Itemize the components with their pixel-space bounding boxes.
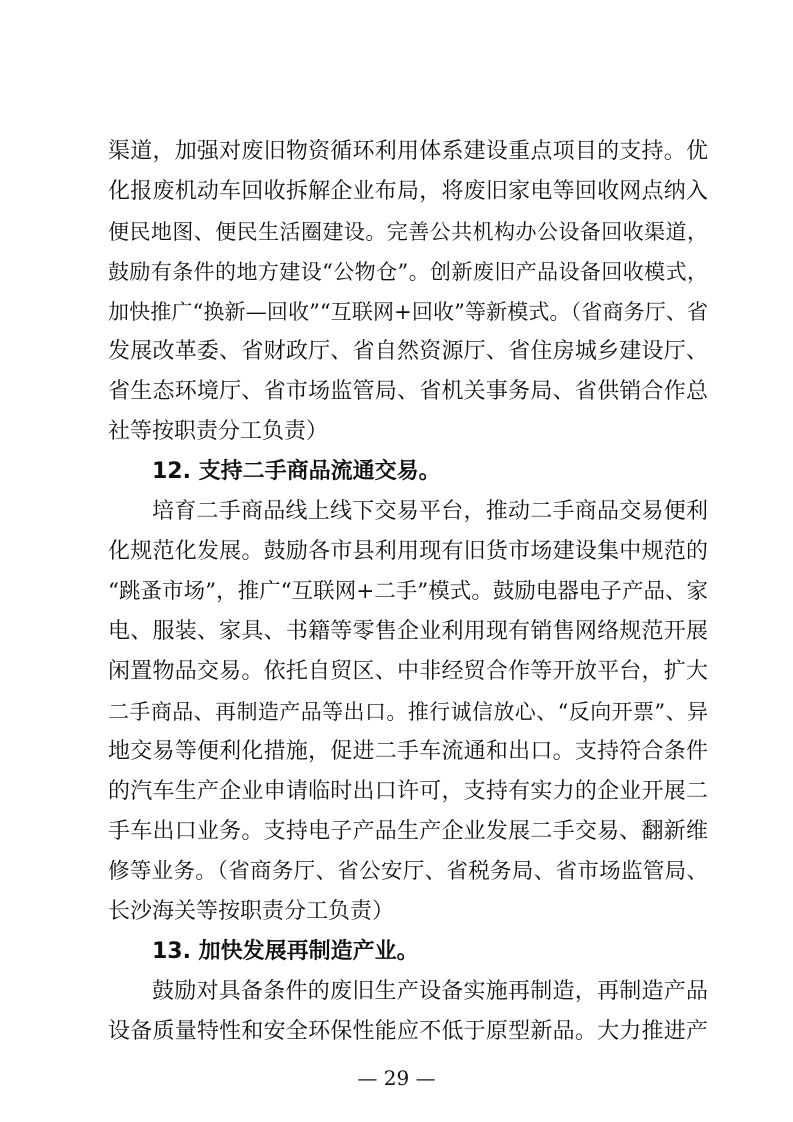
section-heading-13: 13. 加快发展再制造产业。 — [152, 939, 419, 964]
paragraph-line: 地交易等便利化措施，促进二手车流通和出口。支持符合条件 — [108, 739, 708, 764]
paragraph-line: 的汽车生产企业申请临时出口许可，支持有实力的企业开展二 — [108, 779, 708, 804]
page-number: — 29 — — [357, 1066, 436, 1090]
paragraph-line: 发展改革委、省财政厅、省自然资源厅、省住房城乡建设厅、 — [108, 339, 708, 364]
paragraph-line: 手车出口业务。支持电子产品生产企业发展二手交易、翻新维 — [108, 819, 708, 844]
paragraph-line: 省生态环境厅、省市场监管局、省机关事务局、省供销合作总 — [108, 379, 708, 404]
paragraph-line: 化规范化发展。鼓励各市县利用现有旧货市场建设集中规范的 — [108, 539, 708, 564]
paragraph-line: 化报废机动车回收拆解企业布局，将废旧家电等回收网点纳入 — [108, 179, 708, 204]
paragraph-line: 设备质量特性和安全环保性能应不低于原型新品。大力推进产 — [108, 1019, 708, 1044]
paragraph-line: 长沙海关等按职责分工负责） — [108, 899, 395, 924]
paragraph-line: 加快推广“换新—回收”“互联网+回收”等新模式。（省商务厅、省 — [108, 300, 708, 324]
paragraph-line: 电、服装、家具、书籍等零售企业利用现有销售网络规范开展 — [108, 619, 708, 644]
paragraph-line: 修等业务。（省商务厅、省公安厅、省税务局、省市场监管局、 — [108, 859, 708, 884]
paragraph-line: “跳蚤市场”，推广“互联网+二手”模式。鼓励电器电子产品、家 — [108, 579, 708, 604]
paragraph-line: 社等按职责分工负责） — [108, 419, 329, 444]
paragraph-line: 鼓励有条件的地方建设“公物仓”。创新废旧产品设备回收模式， — [108, 260, 708, 284]
paragraph-line: 培育二手商品线上线下交易平台，推动二手商品交易便利 — [152, 499, 708, 524]
section-heading-12: 12. 支持二手商品流通交易。 — [152, 459, 441, 484]
paragraph-line: 便民地图、便民生活圈建设。完善公共机构办公设备回收渠道， — [108, 220, 708, 244]
paragraph-line: 闲置物品交易。依托自贸区、中非经贸合作等开放平台，扩大 — [108, 659, 708, 684]
paragraph-line: 二手商品、再制造产品等出口。推行诚信放心、“反向开票”、异 — [108, 700, 708, 724]
paragraph-line: 渠道，加强对废旧物资循环利用体系建设重点项目的支持。优 — [108, 139, 708, 164]
paragraph-line: 鼓励对具备条件的废旧生产设备实施再制造，再制造产品 — [152, 979, 708, 1004]
